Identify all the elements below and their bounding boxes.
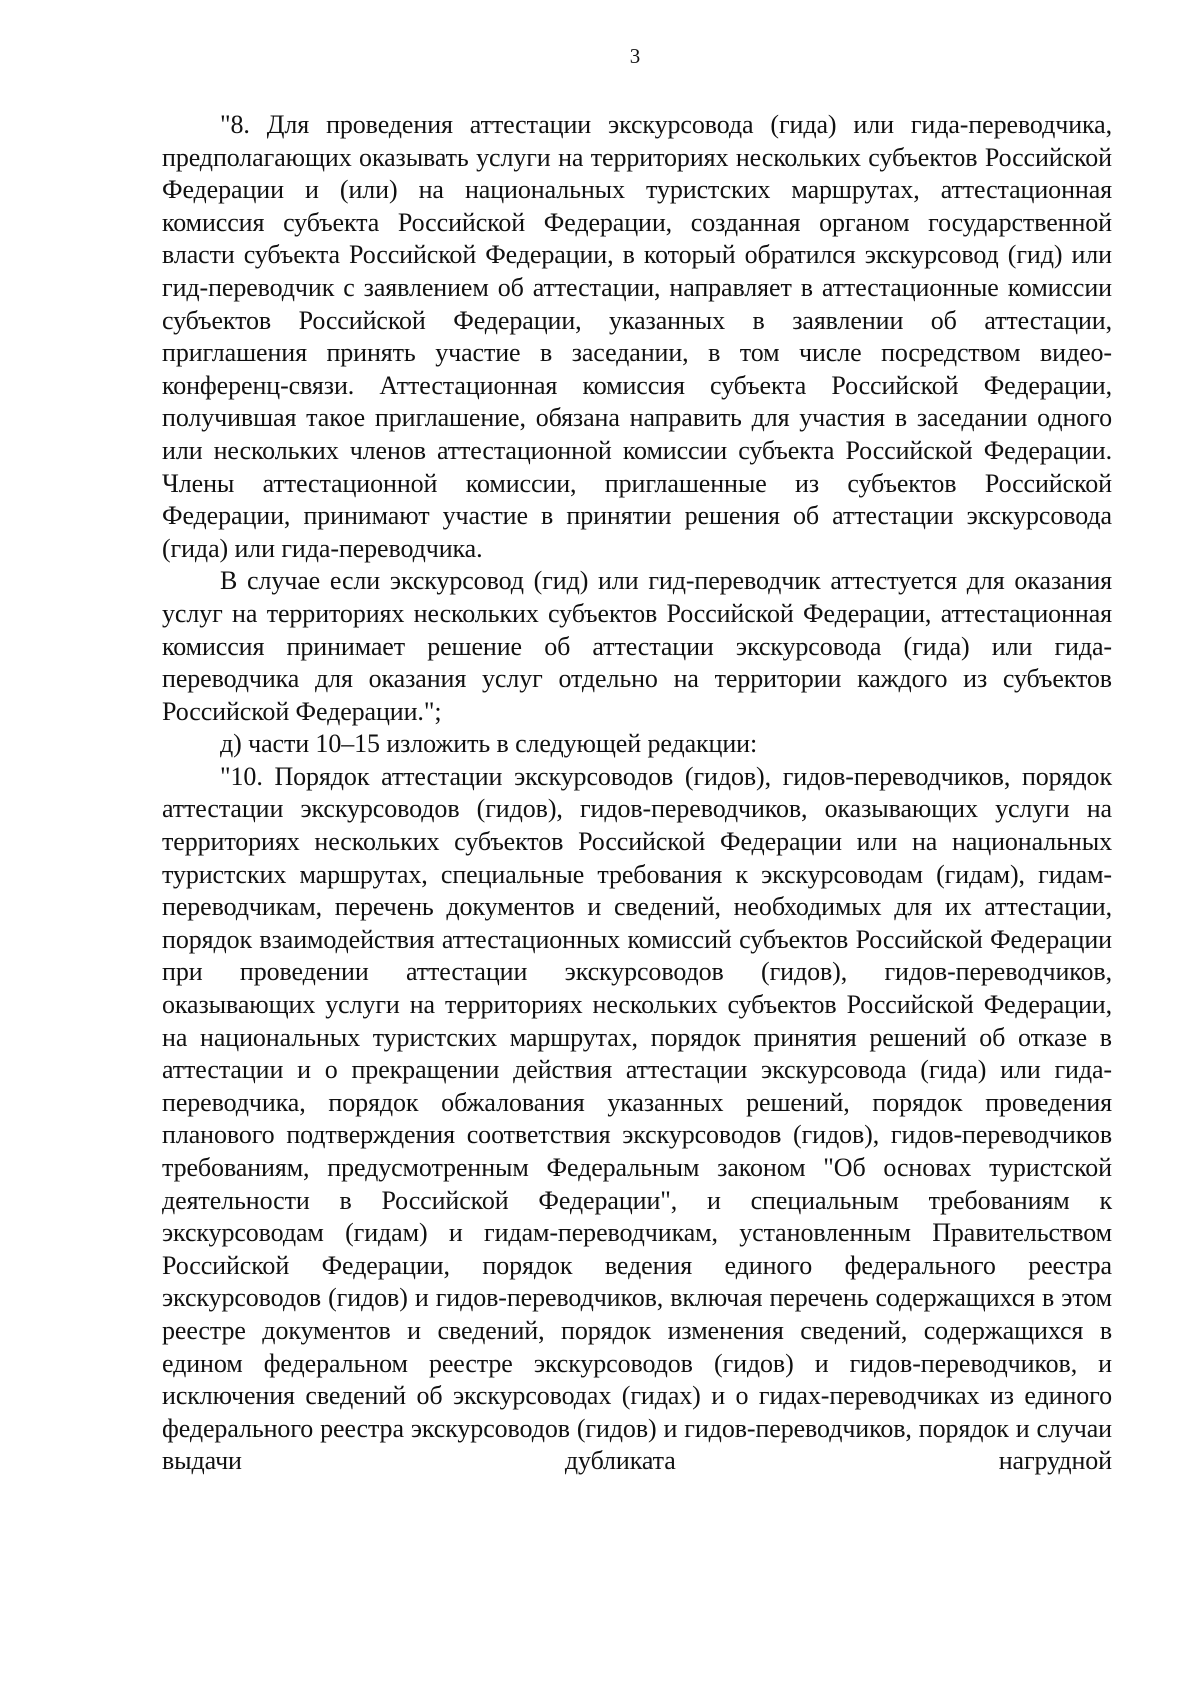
document-body	[162, 109, 1112, 1478]
paragraph-10: "10. Порядок аттестации экскурсоводов (гидов), гидов-переводчиков, порядок аттестации экскурсоводов (гидов), гидов-переводчиков, оказывающих услуги на территориях нескольких субъектов Российской Федерации или на национальных туристских маршрутах, специальные требования к экскурсоводам (гидам), гидам-переводчикам, перечень документов и сведений, необходимых для их аттестации, порядок взаимодействия аттестационных комиссий субъектов Российской Федерации при проведении аттестации экскурсоводов (гидов), гидов-переводчиков, оказывающих услуги на территориях нескольких субъектов Российской Федерации, на национальных туристских маршрутах, порядок принятия решений об отказе в аттестации и о прекращении действия аттестации экскурсовода (гида) или гида-переводчика, порядок обжалования указанных решений, порядок проведения планового подтверждения соответствия экскурсоводов (гидов), гидов-переводчиков требованиям, предусмотренным Федеральным законом "Об основах туристской деятельности в Российской Федерации", и специальным требованиям к экскурсоводам (гидам) и гидам-переводчикам, установленным Правительством Российской Федерации, порядок ведения единого федерального реестра экскурсоводов (гидов) и гидов-переводчиков, включая перечень содержащихся в этом реестре документов и сведений, порядок изменения сведений, содержащихся в едином федеральном реестре экскурсоводов (гидов) и гидов-переводчиков, и исключения сведений об экскурсоводах (гидах) и о гидах-переводчиках из единого федерального реестра экскурсоводов (гидов) и гидов-переводчиков, порядок и случаи выдачи дубликата нагрудной	[162, 761, 1112, 1476]
page-number: 3	[629, 44, 641, 68]
paragraph-item-d: д) части 10–15 изложить в следующей редакции:	[220, 729, 758, 759]
paragraph-8: "8. Для проведения аттестации экскурсовода (гида) или гида-переводчика, предполагающих оказывать услуги на территориях нескольких субъектов Российской Федерации и (или) на национальных туристских маршрутах, аттестационная комиссия субъекта Российской Федерации, созданная органом государственной власти субъекта Российской Федерации, в который обратился экскурсовод (гид) или гид-переводчик с заявлением об аттестации, направляет в аттестационные комиссии субъектов Российской Федерации, указанных в заявлении об аттестации, приглашения принять участие в заседании, в том числе посредством видео-конференц-связи. Аттестационная комиссия субъекта Российской Федерации, получившая такое приглашение, обязана направить для участия в заседании одного или нескольких членов аттестационной комиссии субъекта Российской Федерации. Члены аттестационной комиссии, приглашенные из субъектов Российской Федерации, принимают участие в принятии решения об аттестации экскурсовода (гида) или гида-переводчика.	[162, 110, 1112, 563]
paragraph-8-continuation: В случае если экскурсовод (гид) или гид-переводчик аттестуется для оказания услуг на территориях нескольких субъектов Российской Федерации, аттестационная комиссия принимает решение об аттестации экскурсовода (гида) или гида-переводчика для оказания услуг отдельно на территории каждого из субъектов Российской Федерации.";	[162, 566, 1112, 726]
